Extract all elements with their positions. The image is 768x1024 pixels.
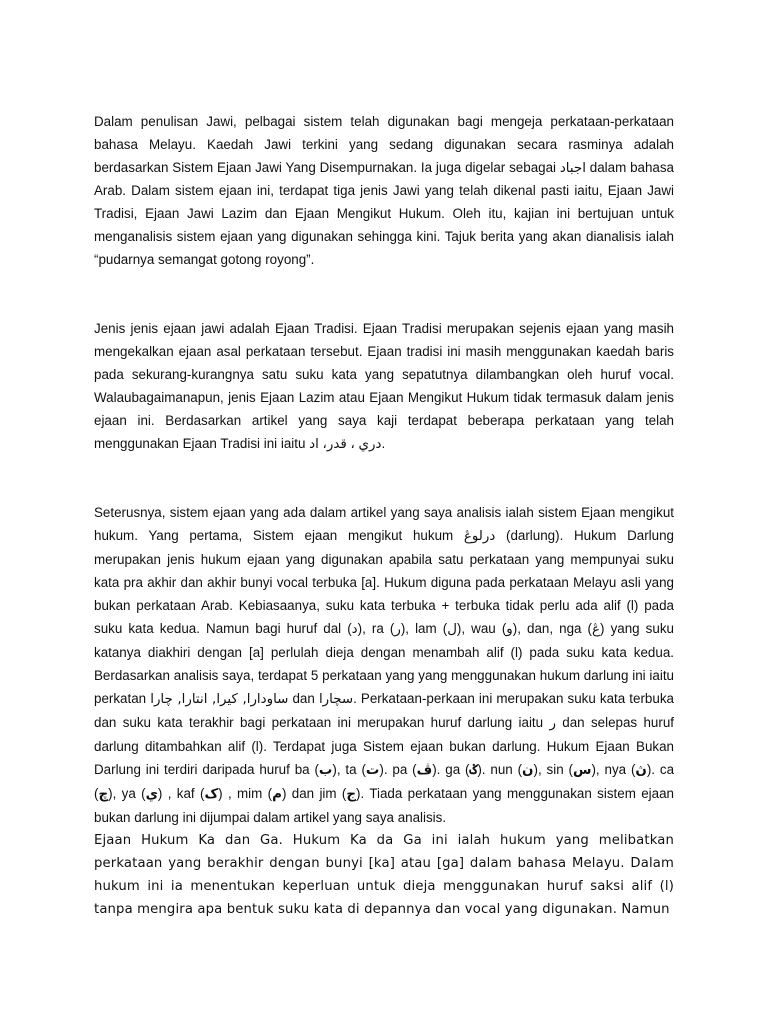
arabic-letter: ک <box>204 787 219 802</box>
arabic-letter: و <box>506 622 513 637</box>
arabic-letter: م <box>272 787 282 802</box>
arabic-letter: ڤ <box>416 763 433 778</box>
paragraph-intro: Dalam penulisan Jawi, pelbagai sistem telah digunakan bagi mengeja perkataan-perkataan bahasa Melayu. Kaedah Jawi terkini yang sedang digunakan secara rasminya adalah berdasarkan Sistem Ejaan Jawi Yang Disempurnakan. Ia juga digelar sebagai اجباد dalam bahasa Arab. Dalam sistem ejaan ini, terdapat tiga jenis Jawi yang telah dikenal pasti iaitu, Ejaan Jawi Tradisi, Ejaan Jawi Lazim dan Ejaan Mengikut Hukum. Oleh itu, kajian ini bertujuan untuk menganalisis sistem ejaan yang digunakan sehingga kini. Tajuk berita yang akan dianalisis ialah “pudarnya semangat gotong royong”. <box>94 114 675 267</box>
arabic-letter: ت <box>365 763 380 778</box>
arabic-letter: د <box>351 622 358 637</box>
arabic-letter: ي <box>145 787 158 802</box>
arabic-letter: ج <box>346 787 357 802</box>
paragraph-hukum-ka-ga: Ejaan Hukum Ka dan Ga. Hukum Ka da Ga ini ialah hukum yang melibatkan perkataan yang berakhir dengan bunyi [ka] atau [ga] dalam bahasa Melayu. Dalam hukum ini ia menentukan keperluan untuk dieja menggunakan huruf saksi alif (l) tanpa mengira apa bentuk suku kata di depannya dan vocal yang digunakan. Namun <box>94 833 674 917</box>
paragraph-ejaan-tradisi: Jenis jenis ejaan jawi adalah Ejaan Tradisi. Ejaan Tradisi merupakan sejenis ejaan yang masih mengekalkan ejaan asal perkataan tersebut. Ejaan tradisi ini masih menggunakan kaedah baris pada sekurang-kurangnya satu suku kata yang sepatutnya dilambangkan oleh huruf vocal. Walaubagaimanapun, jenis Ejaan Lazim atau Ejaan Mengikut Hukum tidak termasuk dalam jenis ejaan ini. Berdasarkan artikel yang saya kaji terdapat beberapa perkataan yang telah menggunakan Ejaan Tradisi ini iaitu دري ، قدر، اد. <box>94 321 674 451</box>
arabic-letter: س <box>572 763 592 778</box>
arabic-term: درلوڠ <box>463 529 496 544</box>
arabic-letter: ݢ <box>469 763 478 778</box>
arabic-letter: ل <box>447 622 457 637</box>
arabic-letter: ڽ <box>635 763 647 778</box>
arabic-words: سچارا <box>318 692 354 707</box>
paragraph-hukum-darlung: Seterusnya, sistem ejaan yang ada dalam artikel yang saya analisis ialah sistem Ejaan mengikut hukum. Yang pertama, Sistem ejaan mengikut hukum درلوڠ (darlung). Hukum Darlung merupakan jenis hukum ejaan yang digunakan apabila satu perkataan yang mempunyai suku kata pra akhir dan akhir bunyi vocal terbuka [a]. Hukum diguna pada perkataan Melayu asli yang bukan perkataan Arab. Kebiasaanya, suku kata terbuka + terbuka tidak perlu ada alif (l) pada suku kata kedua. Namun bagi huruf dal (د), ra (ر), lam (ل), wau (و), dan, nga (ڠ) yang suku katanya diakhiri dengan [a] perlulah dieja dengan menambah alif (l) pada suku kata kedua. Berdasarkan analisis saya, terdapat 5 perkataan yang yang menggunakan hukum darlung ini iaitu perkatan ساودارا, كيرا, انتارا, چارا dan سچارا. Perkataan-perkaan ini merupakan suku kata terbuka dan suku kata terakhir bagi perkataan ini merupakan huruf darlung iaitu ر dan selepas huruf darlung ditambahkan alif (l). Terdapat juga Sistem ejaan bukan darlung. Hukum Ejaan Bukan Darlung ini terdiri daripada huruf ba (ب), ta (ت). pa (ڤ). ga (ݢ). nun (ن), sin (س), nya (ڽ). ca (چ), ya (ي) , kaf (ک) , mim (م) dan jim (ج). Tiada perkataan yang menggunakan sistem ejaan bukan darlung ini dijumpai dalam artikel yang saya analisis. <box>94 505 675 825</box>
arabic-letter: ب <box>318 763 333 778</box>
arabic-letter: ڠ <box>592 622 601 637</box>
arabic-letter: ر <box>549 716 556 731</box>
document-body <box>94 110 674 921</box>
arabic-letter: چ <box>98 787 109 802</box>
arabic-letter: ر <box>394 622 401 637</box>
arabic-letter: ن <box>522 763 534 778</box>
arabic-words: ساودارا, كيرا, انتارا, چارا <box>150 692 289 707</box>
